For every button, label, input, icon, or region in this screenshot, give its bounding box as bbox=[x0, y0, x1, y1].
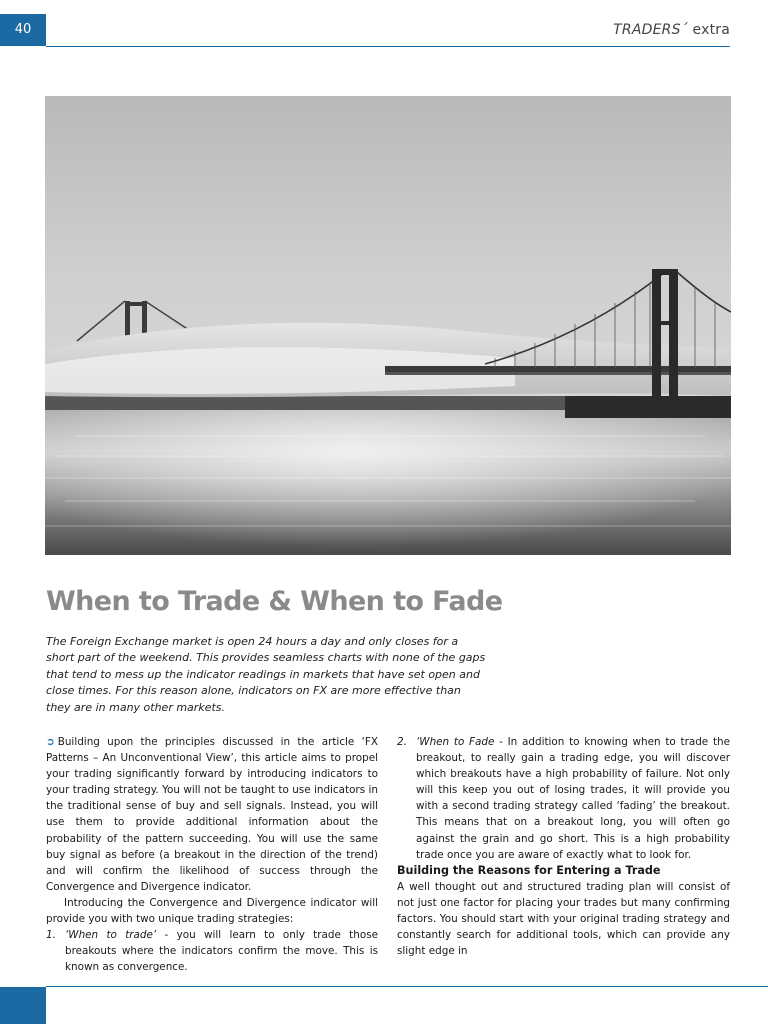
article-title: When to Trade & When to Fade bbox=[46, 586, 503, 617]
footer-accent bbox=[0, 987, 46, 1024]
footer-rule bbox=[46, 986, 768, 987]
magazine-name bbox=[613, 22, 730, 38]
page-number: 40 bbox=[0, 14, 46, 46]
intro-paragraph-2: Introducing the Convergence and Divergence indicator will provide you with two unique trading strategies: bbox=[46, 896, 378, 926]
list-title: ‘When to Fade bbox=[416, 736, 495, 748]
arrow-right-circle-icon: ➲ bbox=[46, 736, 55, 748]
section-subheading: Building the Reasons for Entering a Trade bbox=[397, 863, 661, 877]
intro-paragraph bbox=[46, 734, 378, 895]
list-text: - In addition to knowing when to trade the breakout, to really gain a trading edge, you will discover which breakouts have a high probability of failure. Not only will this keep you out of losing trades, it will provide you with a second trading strategy called ‘fading’ the breakout. This means that on a breakout long, you will often go against the grain and go short. This is a high probability trade once you are aware of exactly what to look for. bbox=[416, 736, 730, 861]
list-title: ‘When to trade’ bbox=[65, 929, 157, 942]
list-item-2 bbox=[397, 734, 730, 863]
list-item-1 bbox=[46, 927, 378, 975]
intro-text: Building upon the principles discussed in the article ‘FX Patterns – An Unconventional View’, this article aims to propel your trading significantly forward by introducing indicators to your trading strategy. You will not be taught to use indicators in the traditional sense of buy and sell signals. Instead, you will use them to provide additional information about the probability of the pattern succeeding. You will use the same buy signal as before (a breakout in the direction of the trend) and will confirm the likelihood of success through the Convergence and Divergence indicator. bbox=[46, 736, 378, 893]
magazine-section: extra bbox=[692, 22, 730, 38]
body-paragraph: A well thought out and structured trading plan will consist of not just one factor for placing your trades but many confirming factors. You should start with your original trading strategy and constantly search for additional tools, which can provide any slight edge in bbox=[397, 880, 730, 958]
list-number: 2. bbox=[397, 736, 407, 748]
right-column bbox=[397, 734, 730, 959]
article-lead: The Foreign Exchange market is open 24 hours a day and only closes for a short part of the weekend. This provides seamless charts with none of the gaps that tend to mess up the indicator readings in markets that have set open and close times. For this reason alone, indicators on FX are more effective than they are in many other markets. bbox=[46, 635, 486, 714]
header-rule bbox=[46, 46, 730, 47]
left-column bbox=[46, 734, 378, 975]
list-text: - you will learn to only trade those breakouts where the indicators confirm the move. This is known as convergence. bbox=[65, 929, 378, 974]
magazine-brand: TRADERS´ bbox=[613, 22, 688, 38]
list-body bbox=[416, 734, 730, 863]
list-body bbox=[65, 927, 378, 975]
article-photo bbox=[45, 96, 731, 555]
list-number: 1. bbox=[46, 929, 56, 942]
